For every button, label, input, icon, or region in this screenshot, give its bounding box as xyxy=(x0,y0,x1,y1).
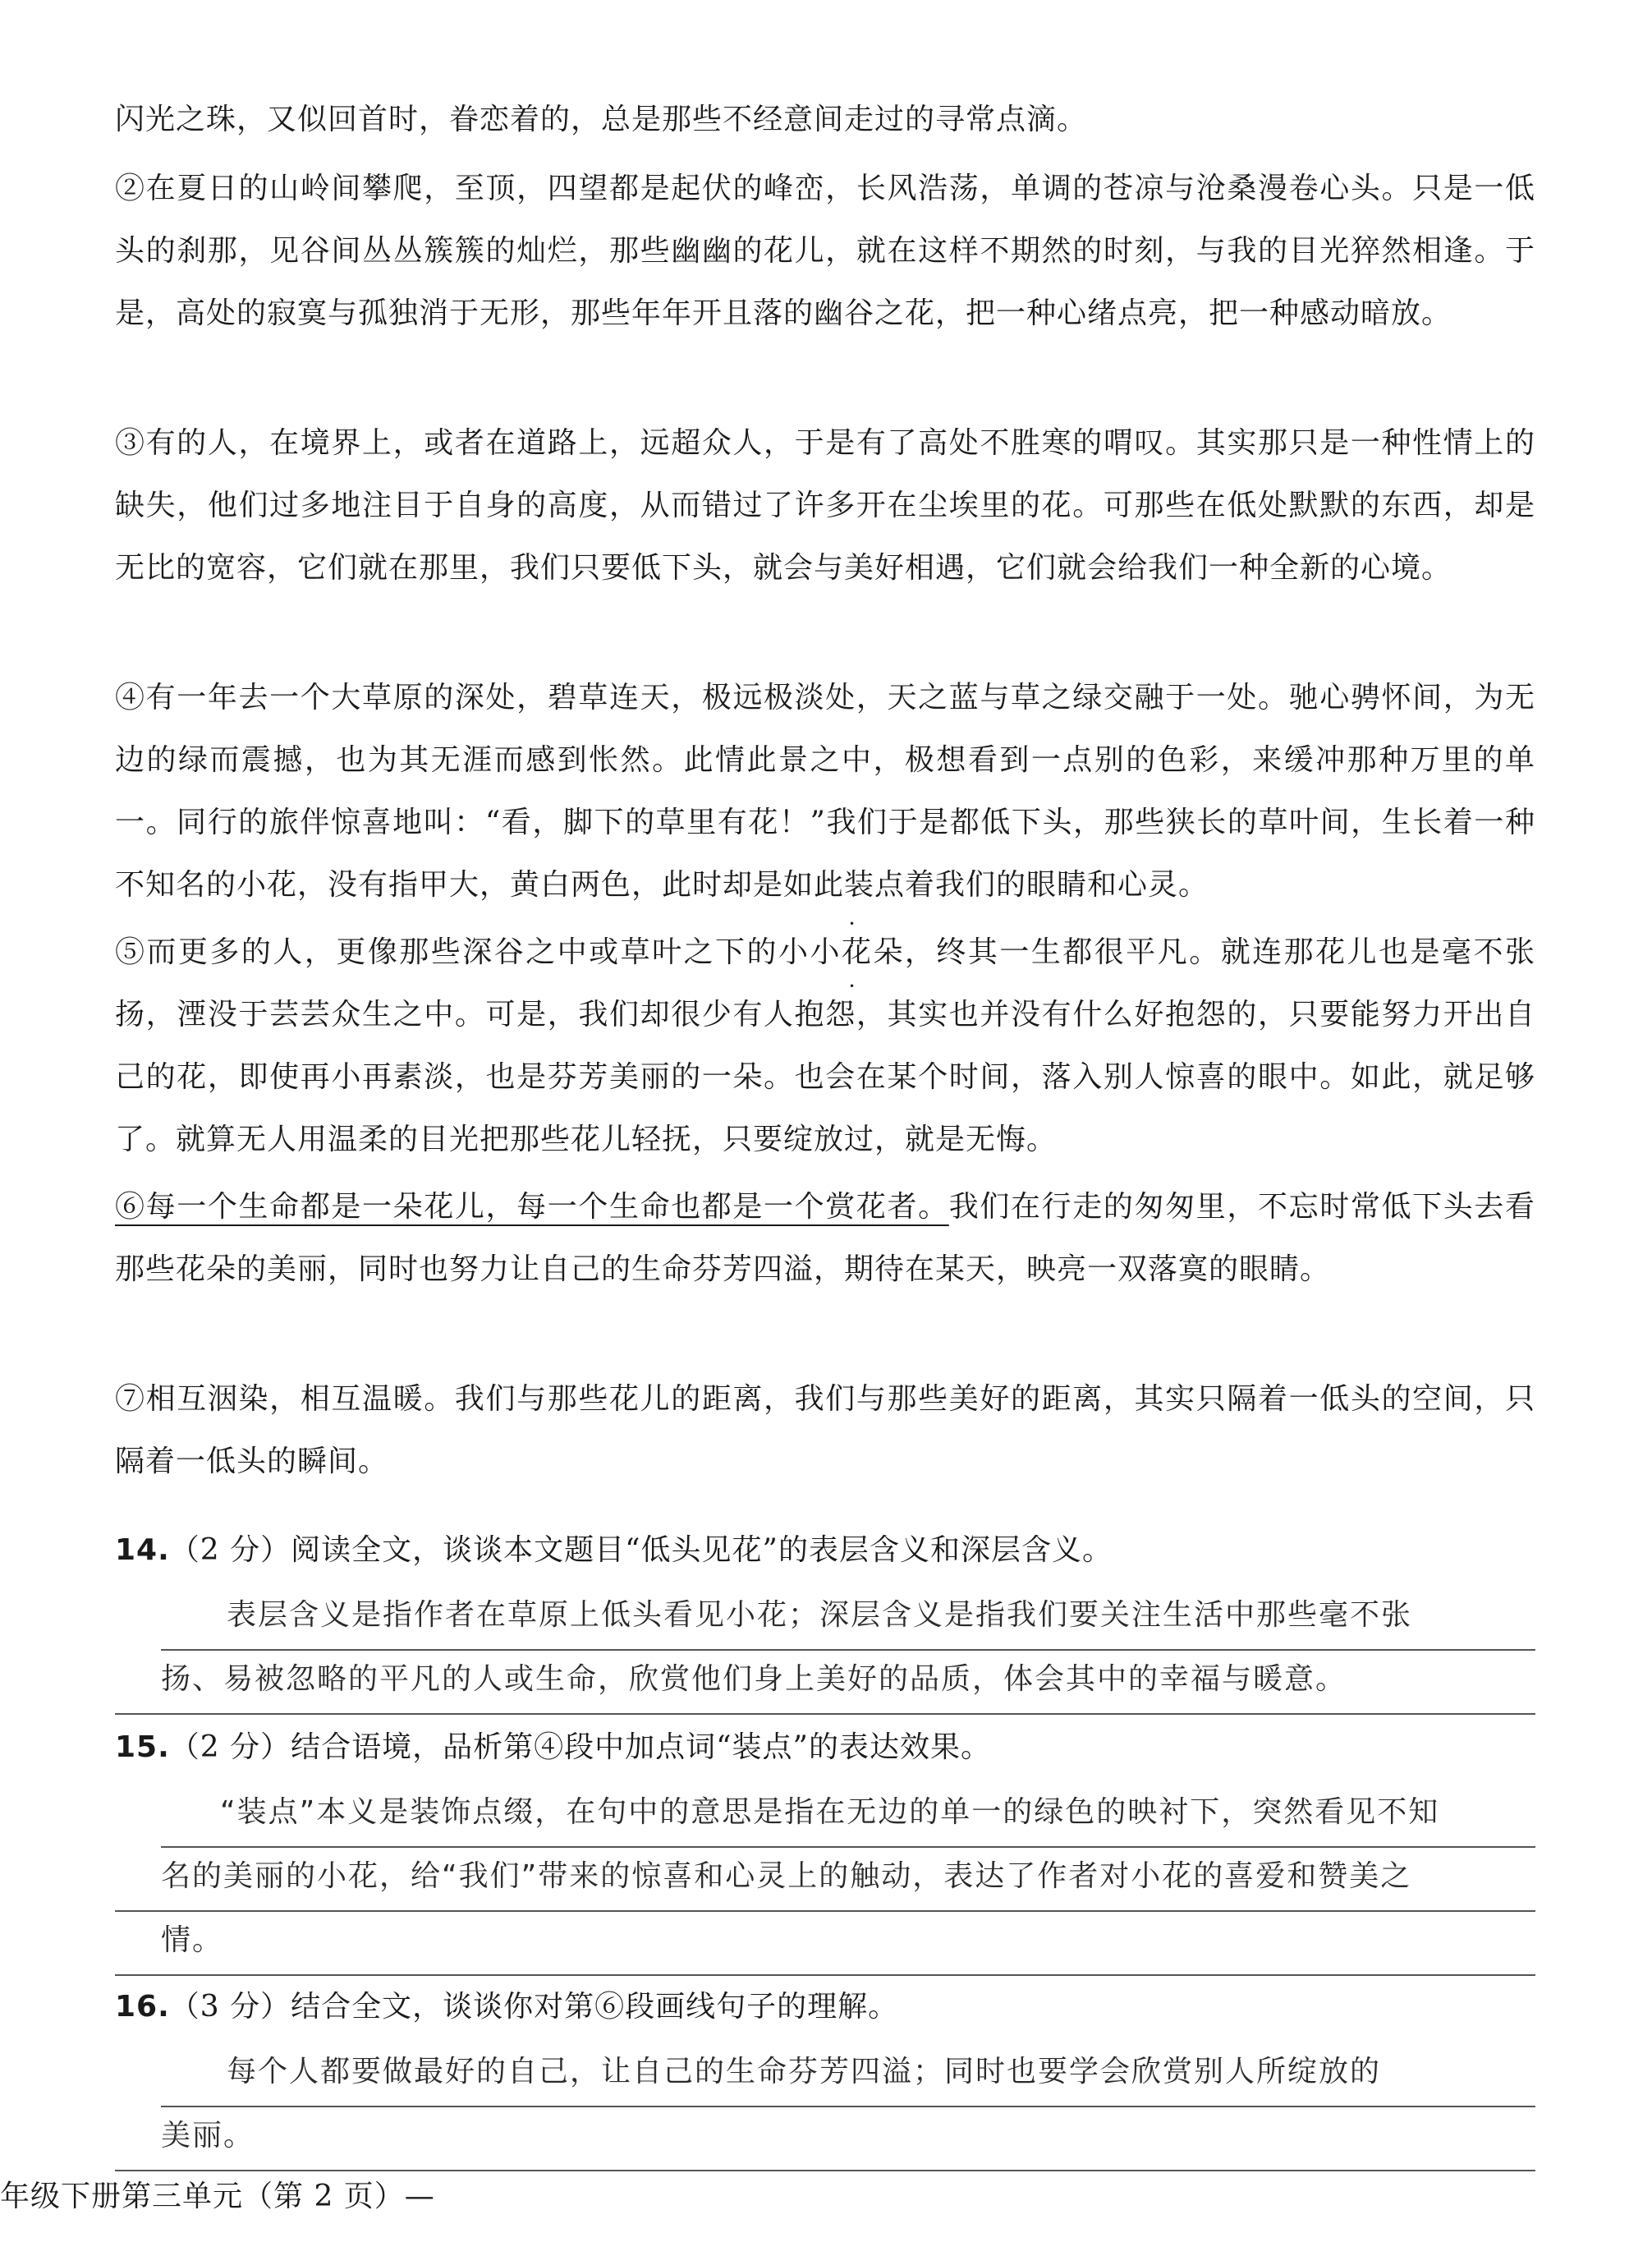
passage-paragraph-6 xyxy=(115,1176,1535,1301)
answer-line: 情。 xyxy=(115,1912,1535,1976)
question-text: （2 分）结合语境，品析第④段中加点词“装点”的表达效果。 xyxy=(169,1730,991,1764)
answer-line: 表层含义是指作者在草原上低头看见小花；深层含义是指我们要关注生活中那些毫不张 xyxy=(161,1587,1535,1651)
passage-paragraph-2: ②在夏日的山岭间攀爬，至顶，四望都是起伏的峰峦，长风浩荡，单调的苍凉与沧桑漫卷心头。只是一低头的刹那，见谷间丛丛簇簇的灿烂，那些幽幽的花儿，就在这样不期然的时刻，与我的目光猝然相逢。于是，高处的寂寞与孤独消于无形，那些年年开且落的幽谷之花，把一种心绪点亮，把一种感动暗放。 xyxy=(115,172,1535,330)
answer-line: “装点”本义是装饰点缀，在句中的意思是指在无边的单一的绿色的映衬下，突然看见不知 xyxy=(161,1784,1535,1848)
answer-line: 美丽。 xyxy=(115,2107,1535,2171)
question-number: 15. xyxy=(115,1730,170,1764)
passage-paragraph-4 xyxy=(115,667,1535,917)
passage-paragraph-3: ③有的人，在境界上，或者在道路上，远超众人，于是有了高处不胜寒的喟叹。其实那只是一种性情上的缺失，他们过多地注目于自身的高度，从而错过了许多开在尘埃里的花。可那些在低处默默的东西，却是无比的宽容，它们就在那里，我们只要低下头，就会与美好相遇，它们就会给我们一种全新的心境。 xyxy=(115,426,1535,585)
passage-paragraph-7: ⑦相互洇染，相互温暖。我们与那些花儿的距离，我们与那些美好的距离，其实只隔着一低头的空间，只隔着一低头的瞬间。 xyxy=(115,1382,1535,1478)
dotted-word-zhuangdian: 装点 • • xyxy=(844,868,905,902)
question-14 xyxy=(115,1526,1535,1575)
page-footer: 年级下册第三单元（第 2 页）— xyxy=(0,2180,435,2213)
passage-paragraph-continued: 闪光之珠，又似回首时，眷恋着的，总是那些不经意间走过的寻常点滴。 xyxy=(115,103,1088,136)
underlined-sentence: ⑥每一个生命都是一朵花儿，每一个生命也都是一个赏花者。 xyxy=(115,1190,949,1224)
passage-paragraph-5: ⑤而更多的人，更像那些深谷之中或草叶之下的小小花朵，终其一生都很平凡。就连那花儿也是毫不张扬，湮没于芸芸众生之中。可是，我们却很少有人抱怨，其实也并没有什么好抱怨的，只要能努力开出自己的花，即使再小再素淡，也是芬芳美丽的一朵。也会在某个时间，落入别人惊喜的眼中。如此，就足够了。就算无人用温柔的目光把那些花儿轻抚，只要绽放过，就是无悔。 xyxy=(115,935,1535,1156)
question-text: （2 分）阅读全文，谈谈本文题目“低头见花”的表层含义和深层含义。 xyxy=(169,1533,1113,1567)
question-text: （3 分）结合全文，谈谈你对第⑥段画线句子的理解。 xyxy=(169,1990,899,2024)
answer-line: 扬、易被忽略的平凡的人或生命，欣赏他们身上美好的品质，体会其中的幸福与暖意。 xyxy=(115,1651,1535,1715)
answer-14 xyxy=(161,1587,1535,1715)
paragraph-4-text-before: ④有一年去一个大草原的深处，碧草连天，极远极淡处，天之蓝与草之绿交融于一处。驰心骋怀间，为无边的绿而震撼，也为其无涯而感到怅然。此情此景之中，极想看到一点别的色彩，来缓冲那种万里的单一。同行的旅伴惊喜地叫：“看，脚下的草里有花！”我们于是都低下头，那些狭长的草叶间，生长着一种不知名的小花，没有指甲大，黄白两色，此时却是如此 xyxy=(115,681,1535,902)
answer-16 xyxy=(161,2043,1535,2171)
question-number: 16. xyxy=(115,1990,170,2024)
question-15 xyxy=(115,1723,1535,1772)
question-number: 14. xyxy=(115,1533,170,1567)
answer-15 xyxy=(161,1784,1535,1976)
answer-line: 名的美丽的小花，给“我们”带来的惊喜和心灵上的触动，表达了作者对小花的喜爱和赞美之 xyxy=(115,1848,1535,1912)
question-16 xyxy=(115,1982,1535,2032)
answer-line: 每个人都要做最好的自己，让自己的生命芬芳四溢；同时也要学会欣赏别人所绽放的 xyxy=(161,2043,1535,2107)
paragraph-4-text-after: 着我们的眼睛和心灵。 xyxy=(905,868,1209,902)
paragraph-6-rest: 我们在行走的匆匆里，不忘时常低下头去看那些花朵的美丽，同时也努力让自己的生命芬芳四溢，期待在某天，映亮一双落寞的眼睛。 xyxy=(115,1190,1535,1286)
